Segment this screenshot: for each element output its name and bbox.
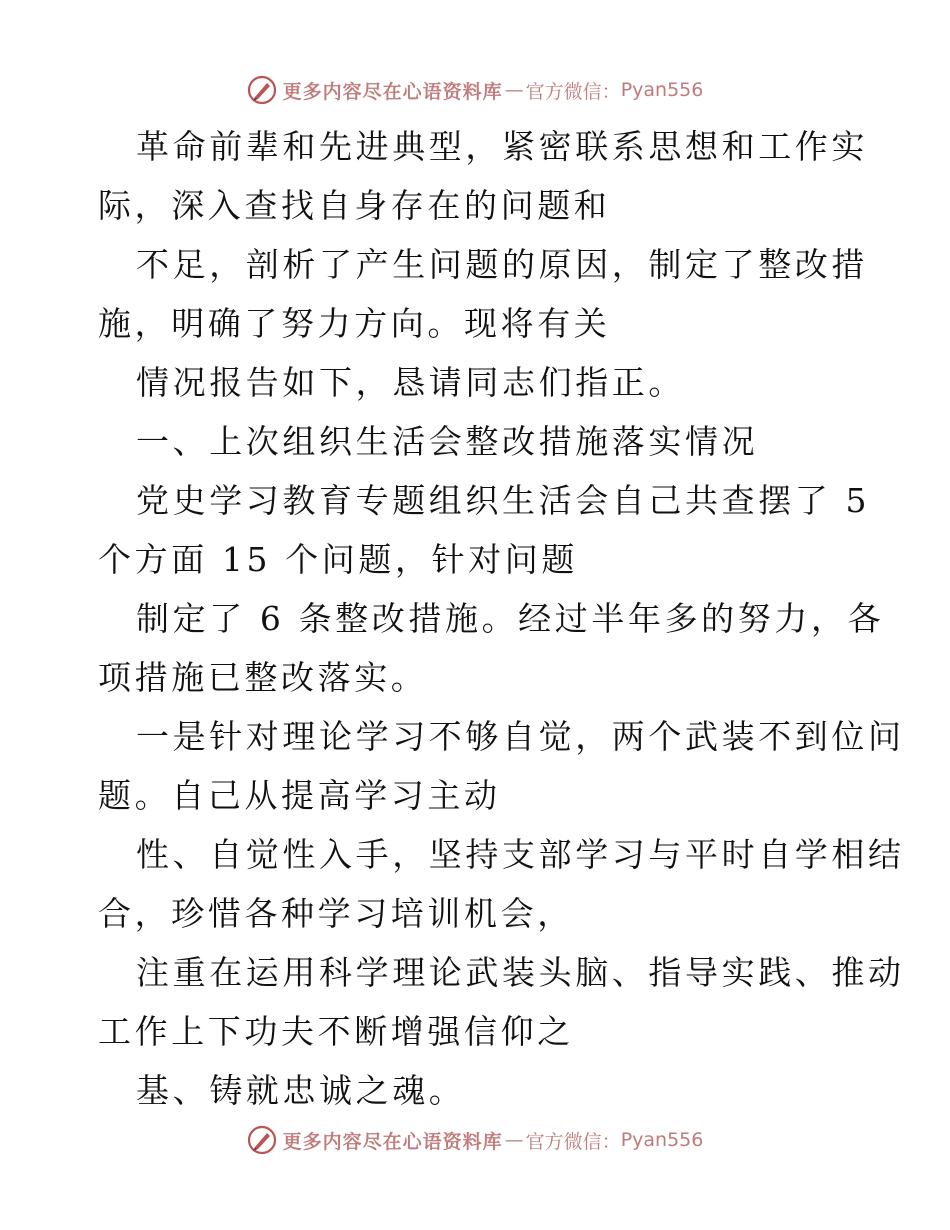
header-watermark — [0, 70, 950, 110]
body-line: 合，珍惜各种学习培训机会， — [98, 894, 574, 933]
watermark-brand: 更多内容尽在心语资料库 — [282, 1130, 503, 1153]
body-line: 制定了 6 条整改措施。经过半年多的努力，各 — [136, 599, 885, 638]
quill-pen-logo-icon — [247, 75, 277, 105]
body-line: 际，深入查找自身存在的问题和 — [98, 186, 611, 225]
body-line: 不足，剖析了产生问题的原因，制定了整改措 — [136, 245, 868, 284]
body-line: 施，明确了努力方向。现将有关 — [98, 304, 611, 343]
watermark-wechat-id: Pyan556 — [620, 79, 704, 101]
body-line: 个方面 15 个问题，针对问题 — [98, 540, 578, 579]
watermark-separator: — — [504, 79, 524, 101]
watermark-wechat-label: 官方微信： — [525, 1130, 621, 1153]
watermark-wechat-label: 官方微信： — [525, 80, 621, 103]
body-line: 工作上下功夫不断增强信仰之 — [98, 1012, 574, 1051]
body-line: 性、自觉性入手，坚持支部学习与平时自学相结 — [136, 835, 905, 874]
body-line: 革命前辈和先进典型，紧密联系思想和工作实 — [136, 127, 868, 166]
body-line: 题。自己从提高学习主动 — [98, 776, 501, 815]
quill-pen-logo-icon — [247, 1125, 277, 1155]
body-line: 党史学习教育专题组织生活会自己共查摆了 5 — [136, 481, 871, 520]
document-body — [98, 117, 905, 1120]
watermark-brand: 更多内容尽在心语资料库 — [282, 80, 503, 103]
watermark-separator: — — [504, 1129, 524, 1151]
body-line: 一是针对理论学习不够自觉，两个武装不到位问 — [136, 717, 905, 756]
body-line: 注重在运用科学理论武装头脑、指导实践、推动 — [136, 953, 905, 992]
watermark-wechat-id: Pyan556 — [620, 1129, 704, 1151]
body-line: 项措施已整改落实。 — [98, 658, 428, 697]
section-heading: 一、上次组织生活会整改措施落实情况 — [136, 422, 759, 461]
body-line: 情况报告如下，恳请同志们指正。 — [136, 363, 685, 402]
footer-watermark — [0, 1120, 950, 1160]
body-line: 基、铸就忠诚之魂。 — [136, 1071, 466, 1110]
